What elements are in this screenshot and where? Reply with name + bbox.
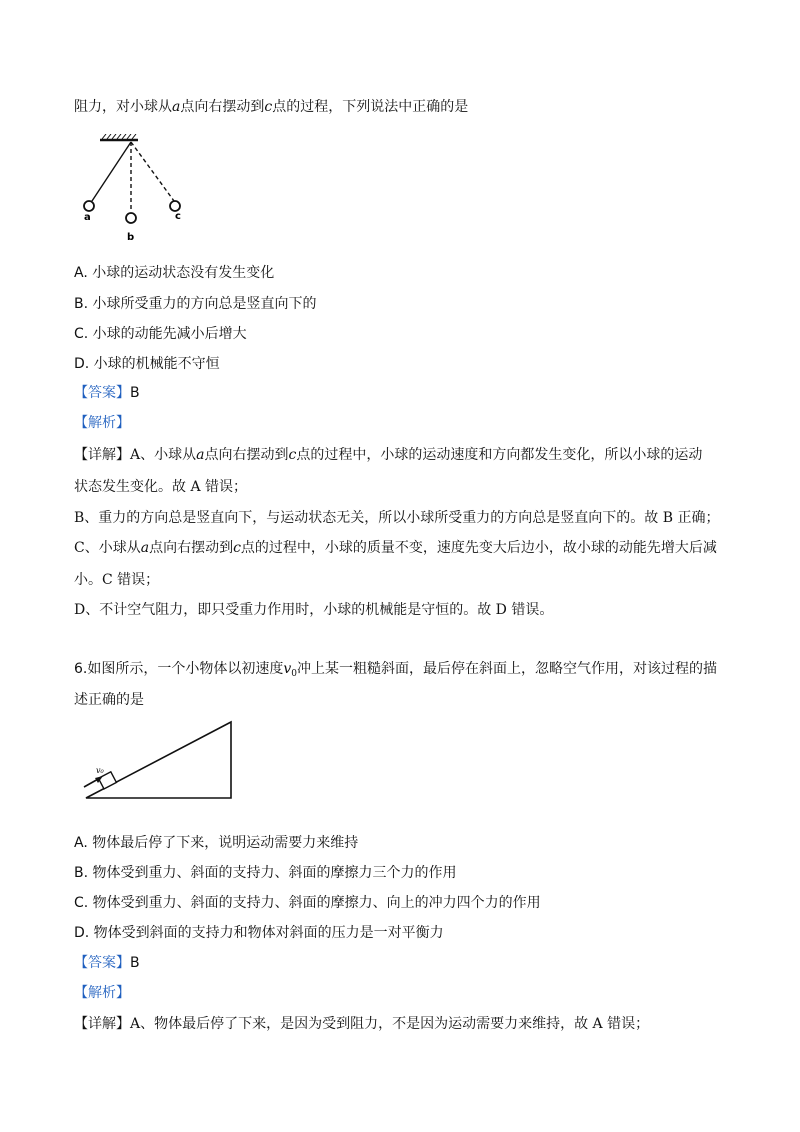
label-b: b: [127, 232, 135, 243]
q6-stem-1b: 冲上某一粗糙斜面，最后停在斜面上，忽略空气作用，对该过程的描: [297, 661, 718, 677]
q5-detail-line-4: [74, 538, 717, 558]
q5-detail-4-var-a: a: [140, 540, 150, 556]
q6-analysis-tag: 【解析】: [74, 985, 130, 1001]
q6-detail-tag: 【详解】: [74, 1016, 130, 1032]
ball-a: [84, 201, 94, 211]
string-c: [131, 142, 174, 201]
q6-option-a: A. 物体最后停了下来，说明运动需要力来维持: [74, 835, 359, 851]
q5-detail-tag: 【详解】: [74, 447, 130, 463]
q5-detail-1b: 点向右摆动到: [204, 447, 289, 463]
q5-stem: [74, 97, 468, 117]
string-a: [92, 142, 131, 201]
q5-detail-4b: 点向右摆动到: [149, 540, 234, 556]
q5-answer-value: B: [130, 385, 140, 401]
ball-b: [126, 213, 136, 223]
q5-analysis-tag: 【解析】: [74, 415, 130, 431]
q5-answer-tag: 【答案】: [74, 385, 130, 401]
q5-stem-text: 阻力，对小球从: [74, 99, 172, 115]
q5-detail-line-2: 状态发生变化。故 A 错误；: [74, 479, 248, 495]
q5-detail-4-var-c: c: [233, 540, 241, 556]
q6-option-b: B. 物体受到重力、斜面的支持力、斜面的摩擦力三个力的作用: [74, 865, 457, 881]
q5-detail-line-3: B、重力的方向总是竖直向下，与运动状态无关，所以小球所受重力的方向总是竖直向下的。故 B 正确；: [74, 510, 720, 526]
q6-detail-line-1: [74, 1014, 649, 1034]
q5-var-c: c: [264, 99, 273, 115]
q5-detail-4c: 点的过程中，小球的质量不变，速度先变大后边小，故小球的动能先增大后减: [240, 540, 717, 556]
q6-stem-line-2: 述正确的是: [74, 692, 144, 708]
q6-answer-value: B: [130, 955, 140, 971]
q5-var-a: a: [172, 99, 181, 115]
q5-option-c: C. 小球的动能先减小后增大: [74, 326, 247, 342]
label-c: c: [175, 211, 181, 222]
q6-option-d: D. 物体受到斜面的支持力和物体对斜面的压力是一对平衡力: [74, 925, 444, 941]
q6-detail-1: A、物体最后停了下来，是因为受到阻力，不是因为运动需要力来维持，故 A 错误；: [130, 1016, 650, 1032]
q6-stem-line-1: [74, 659, 717, 684]
q5-analysis-heading: [74, 413, 130, 433]
q5-detail-var-c: c: [288, 447, 297, 463]
q6-answer-tag: 【答案】: [74, 955, 130, 971]
q6-option-c: C. 物体受到重力、斜面的支持力、斜面的摩擦力、向上的冲力四个力的作用: [74, 895, 541, 911]
q5-detail-4a: C、小球从: [74, 540, 141, 556]
q6-answer: [74, 953, 140, 973]
q5-detail-line-1: [74, 445, 702, 465]
q6-stem-1a: 如图所示，一个小物体以初速度: [87, 661, 284, 677]
q5-option-d: D. 小球的机械能不守恒: [74, 356, 220, 372]
q6-var-v: v: [283, 661, 292, 677]
q5-answer: [74, 383, 140, 403]
ball-c: [170, 201, 180, 211]
q5-option-b: B. 小球所受重力的方向总是竖直向下的: [74, 296, 317, 312]
q5-detail-1c: 点的过程中，小球的运动速度和方向都发生变化，所以小球的运动: [296, 447, 703, 463]
pendulum-figure: [76, 134, 196, 244]
q5-detail-1a: A、小球从: [130, 447, 197, 463]
q5-stem-text-mid: 点向右摆动到: [180, 99, 265, 115]
incline-figure: [80, 718, 240, 802]
q6-var-v-sub: 0: [291, 669, 298, 679]
ceiling-hatch: [102, 134, 136, 139]
velocity-label: v₀: [96, 766, 104, 775]
q5-option-a: A. 小球的运动状态没有发生变化: [74, 265, 275, 281]
label-a: a: [84, 212, 91, 223]
q6-number: 6.: [74, 661, 88, 677]
q5-stem-text-end: 点的过程，下列说法中正确的是: [272, 99, 469, 115]
q6-analysis-heading: [74, 983, 130, 1003]
q5-detail-var-a: a: [196, 447, 205, 463]
q5-detail-line-6: D、不计空气阻力，即只受重力作用时，小球的机械能是守恒的。故 D 错误。: [74, 602, 554, 618]
q5-detail-line-5: 小。C 错误；: [74, 572, 160, 588]
